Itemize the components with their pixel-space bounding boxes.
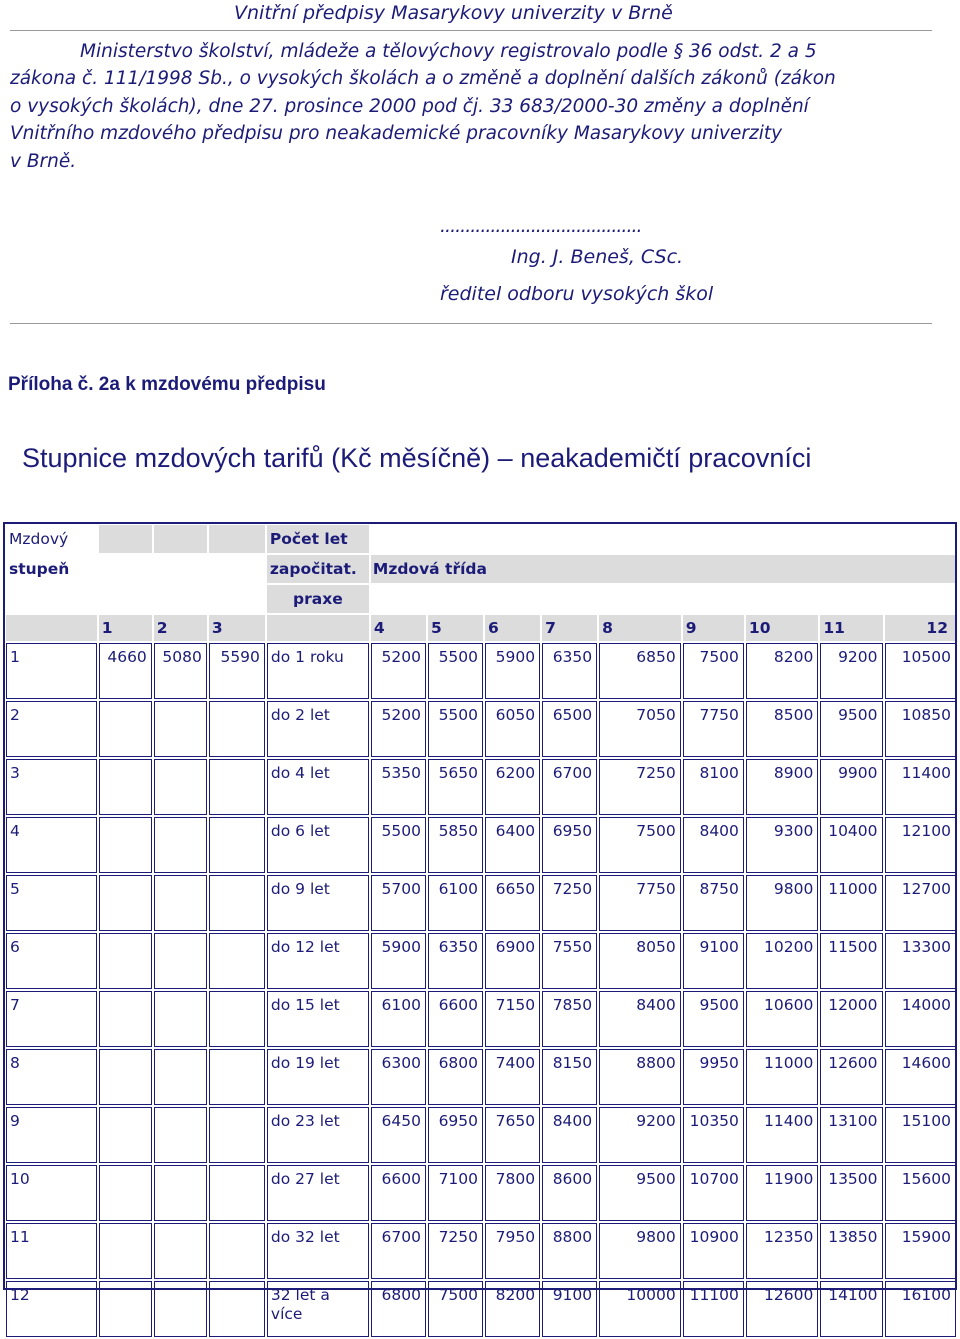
table-title: Stupnice mzdových tarifů (Kč měsíčně) – neakademičtí pracovníci <box>22 443 812 473</box>
tariff-cell: 10400 <box>820 817 882 873</box>
years-header: Počet let <box>267 525 369 553</box>
tariff-cell: 12350 <box>746 1223 818 1279</box>
tariff-cell: 6100 <box>428 875 483 931</box>
tariff-cell: 6950 <box>428 1107 483 1163</box>
tariff-cell: 6950 <box>542 817 597 873</box>
tariff-cell: 11000 <box>820 875 882 931</box>
tariff-cell <box>209 1281 265 1337</box>
years-cell: do 2 let <box>267 701 369 757</box>
tariff-cell: 14000 <box>885 991 956 1047</box>
tariff-cell: 12100 <box>885 817 956 873</box>
tariff-cell: 7750 <box>683 701 744 757</box>
tariff-cell: 6400 <box>485 817 540 873</box>
tariff-cell: 7250 <box>599 759 681 815</box>
class-number: 11 <box>820 615 882 641</box>
signature-line: ........................................ <box>440 215 642 237</box>
tariff-cell <box>209 701 265 757</box>
grade-cell: 6 <box>6 933 97 989</box>
tariff-cell: 6900 <box>485 933 540 989</box>
tariff-cell: 15100 <box>885 1107 956 1163</box>
tariff-cell: 8800 <box>542 1223 597 1279</box>
tariff-cell: 6650 <box>485 875 540 931</box>
tariff-cell: 7250 <box>542 875 597 931</box>
tariff-cell: 6600 <box>428 991 483 1047</box>
grade-cell: 9 <box>6 1107 97 1163</box>
tariff-cell: 8150 <box>542 1049 597 1105</box>
tariff-cell <box>99 991 152 1047</box>
tariff-cell: 9500 <box>599 1165 681 1221</box>
tariff-cell: 7850 <box>542 991 597 1047</box>
tariff-cell: 5700 <box>371 875 426 931</box>
tariff-cell <box>209 1049 265 1105</box>
tariff-cell: 12000 <box>820 991 882 1047</box>
grade-cell: 1 <box>6 643 97 699</box>
years-cell: do 1 roku <box>267 643 369 699</box>
tariff-cell <box>154 1165 207 1221</box>
tariff-cell: 7500 <box>599 817 681 873</box>
class-number: 10 <box>746 615 818 641</box>
table-row <box>6 991 956 1047</box>
tariff-cell: 5900 <box>371 933 426 989</box>
tariff-cell <box>99 701 152 757</box>
tariff-cell: 15900 <box>885 1223 956 1279</box>
registration-paragraph <box>10 38 930 175</box>
tariff-cell: 11100 <box>683 1281 744 1337</box>
tariff-cell: 6300 <box>371 1049 426 1105</box>
tariff-cell: 6350 <box>542 643 597 699</box>
tariff-cell <box>99 933 152 989</box>
tariff-cell: 8600 <box>542 1165 597 1221</box>
paragraph-line: o vysokých školách), dne 27. prosince 2000 pod čj. 33 683/2000-30 změny a doplnění <box>10 95 809 117</box>
class-number: 1 <box>99 615 152 641</box>
grade-cell: 11 <box>6 1223 97 1279</box>
class-number: 6 <box>485 615 540 641</box>
tariff-cell: 6450 <box>371 1107 426 1163</box>
tariff-cell: 7100 <box>428 1165 483 1221</box>
grade-cell: 4 <box>6 817 97 873</box>
tariff-cell: 5850 <box>428 817 483 873</box>
class-number: 8 <box>599 615 681 641</box>
years-cell: do 4 let <box>267 759 369 815</box>
table-row <box>6 701 956 757</box>
class-number-blank <box>6 615 97 641</box>
tariff-cell <box>154 1107 207 1163</box>
tariff-cell: 5900 <box>485 643 540 699</box>
tariff-cell: 12600 <box>820 1049 882 1105</box>
paragraph-line: zákona č. 111/1998 Sb., o vysokých školách a o změně a doplnění dalších zákonů (zákon <box>10 68 836 90</box>
tariff-cell: 7800 <box>485 1165 540 1221</box>
tariff-cell: 5200 <box>371 643 426 699</box>
header-spacer <box>99 555 265 583</box>
tariff-cell <box>99 1107 152 1163</box>
tariff-cell: 6100 <box>371 991 426 1047</box>
tariff-cell: 11900 <box>746 1165 818 1221</box>
tariff-cell: 8100 <box>683 759 744 815</box>
class-number: 9 <box>683 615 744 641</box>
class-number: 7 <box>542 615 597 641</box>
class-header: Mzdová třída <box>371 555 956 583</box>
tariff-cell <box>99 1165 152 1221</box>
tariff-cell <box>209 875 265 931</box>
tariff-cell: 5500 <box>428 643 483 699</box>
tariff-cell <box>209 817 265 873</box>
years-cell: do 15 let <box>267 991 369 1047</box>
grade-header-line2: stupeň <box>9 560 70 578</box>
years-cell: do 19 let <box>267 1049 369 1105</box>
tariff-cell: 8200 <box>746 643 818 699</box>
paragraph-line: v Brně. <box>10 150 77 172</box>
tariff-cell: 8400 <box>683 817 744 873</box>
table-row <box>6 759 956 815</box>
tariff-cell <box>154 875 207 931</box>
tariff-cell: 8900 <box>746 759 818 815</box>
tariff-cell <box>209 759 265 815</box>
paragraph-line: Ministerstvo školství, mládeže a tělovýchovy registrovalo podle § 36 odst. 2 a 5 <box>80 41 817 62</box>
tariff-cell: 10000 <box>599 1281 681 1337</box>
class-number: 4 <box>371 615 426 641</box>
tariff-cell <box>154 817 207 873</box>
tariff-cell: 6800 <box>428 1049 483 1105</box>
tariff-cell: 9500 <box>820 701 882 757</box>
section-divider <box>10 323 932 324</box>
tariff-cell: 5500 <box>428 701 483 757</box>
grade-cell: 12 <box>6 1281 97 1337</box>
table-row <box>6 1281 956 1337</box>
tariff-cell: 5350 <box>371 759 426 815</box>
tariff-cell: 9300 <box>746 817 818 873</box>
tariff-cell <box>99 759 152 815</box>
annex-label: Příloha č. 2a k mzdovému předpisu <box>8 374 326 395</box>
tariff-cell: 7750 <box>599 875 681 931</box>
table-row <box>6 933 956 989</box>
tariff-cell <box>154 1281 207 1337</box>
document-header-title: Vnitřní předpisy Masarykovy univerzity v Brně <box>234 2 673 24</box>
tariff-cell <box>99 1223 152 1279</box>
tariff-cell <box>154 1223 207 1279</box>
tariff-cell: 6600 <box>371 1165 426 1221</box>
tariff-cell: 13300 <box>885 933 956 989</box>
tariff-cell <box>154 701 207 757</box>
tariff-cell: 10700 <box>683 1165 744 1221</box>
signatory-name: Ing. J. Beneš, CSc. <box>511 246 684 268</box>
tariff-cell <box>154 759 207 815</box>
tariff-cell: 11500 <box>820 933 882 989</box>
tariff-cell: 7250 <box>428 1223 483 1279</box>
class-number: 12 <box>885 615 956 641</box>
header-spacer <box>371 525 956 553</box>
years-cell: do 23 let <box>267 1107 369 1163</box>
tariff-cell <box>99 1281 152 1337</box>
tariff-cell <box>209 1107 265 1163</box>
tariff-cell: 16100 <box>885 1281 956 1337</box>
grade-cell: 3 <box>6 759 97 815</box>
table-row <box>6 643 956 699</box>
tariff-cell: 11400 <box>746 1107 818 1163</box>
tariff-cell: 15600 <box>885 1165 956 1221</box>
tariff-cell <box>154 1049 207 1105</box>
tariff-cell <box>99 817 152 873</box>
tariff-cell <box>209 933 265 989</box>
grade-cell: 10 <box>6 1165 97 1221</box>
tariff-cell: 7550 <box>542 933 597 989</box>
tariff-cell: 13850 <box>820 1223 882 1279</box>
tariff-cell: 13500 <box>820 1165 882 1221</box>
tariff-cell: 13100 <box>820 1107 882 1163</box>
tariff-cell: 5080 <box>154 643 207 699</box>
grade-cell: 8 <box>6 1049 97 1105</box>
table-row <box>6 1165 956 1221</box>
tariff-cell: 6800 <box>371 1281 426 1337</box>
class-number: 2 <box>154 615 207 641</box>
tariff-cell: 10600 <box>746 991 818 1047</box>
tariff-cell: 8800 <box>599 1049 681 1105</box>
tariff-cell <box>154 933 207 989</box>
years-header-line3: praxe <box>267 585 369 613</box>
tariff-cell: 9500 <box>683 991 744 1047</box>
tariff-cell: 7500 <box>428 1281 483 1337</box>
tariff-cell: 10200 <box>746 933 818 989</box>
tariff-cell: 7400 <box>485 1049 540 1105</box>
tariff-cell: 11000 <box>746 1049 818 1105</box>
tariff-cell: 14100 <box>820 1281 882 1337</box>
header-spacer <box>6 585 265 613</box>
grade-cell: 2 <box>6 701 97 757</box>
tariff-cell: 14600 <box>885 1049 956 1105</box>
tariff-cell: 10900 <box>683 1223 744 1279</box>
years-cell: do 6 let <box>267 817 369 873</box>
tariff-cell: 8500 <box>746 701 818 757</box>
tariff-cell <box>99 1049 152 1105</box>
grade-cell: 7 <box>6 991 97 1047</box>
table-row <box>6 1107 956 1163</box>
tariff-cell: 8200 <box>485 1281 540 1337</box>
tariff-cell: 5200 <box>371 701 426 757</box>
years-cell: do 12 let <box>267 933 369 989</box>
tariff-cell: 9800 <box>599 1223 681 1279</box>
grade-cell: 5 <box>6 875 97 931</box>
tariff-cell: 5500 <box>371 817 426 873</box>
table-row <box>6 1223 956 1279</box>
tariff-cell: 7050 <box>599 701 681 757</box>
tariff-cell <box>209 1165 265 1221</box>
years-cell: do 9 let <box>267 875 369 931</box>
tariff-cell: 8050 <box>599 933 681 989</box>
years-cell: do 32 let <box>267 1223 369 1279</box>
tariff-cell: 8400 <box>599 991 681 1047</box>
header-blank-cell <box>209 525 265 553</box>
years-cell: 32 let a více <box>267 1281 369 1337</box>
tariff-cell: 9200 <box>820 643 882 699</box>
tariff-cell: 9800 <box>746 875 818 931</box>
tariff-cell: 4660 <box>99 643 152 699</box>
table-row <box>6 1049 956 1105</box>
tariff-cell: 6700 <box>542 759 597 815</box>
header-spacer <box>371 585 956 613</box>
tariff-cell: 12700 <box>885 875 956 931</box>
years-header-line2: započitat. <box>267 555 369 583</box>
tariff-cell <box>209 991 265 1047</box>
class-number: 3 <box>209 615 265 641</box>
class-number-blank <box>267 615 369 641</box>
header-blank-cell <box>99 525 152 553</box>
tariff-cell: 5650 <box>428 759 483 815</box>
table-row <box>6 875 956 931</box>
years-cell: do 27 let <box>267 1165 369 1221</box>
class-number: 5 <box>428 615 483 641</box>
grade-header: Mzdový <box>9 530 69 548</box>
tariff-cell: 9950 <box>683 1049 744 1105</box>
tariff-cell: 8400 <box>542 1107 597 1163</box>
paragraph-line: Vnitřního mzdového předpisu pro neakademické pracovníky Masarykovy univerzity <box>10 123 783 145</box>
tariff-cell: 6850 <box>599 643 681 699</box>
tariff-cell: 9900 <box>820 759 882 815</box>
tariff-cell: 6500 <box>542 701 597 757</box>
header-blank-cell <box>154 525 207 553</box>
tariff-cell: 9100 <box>542 1281 597 1337</box>
tariff-cell: 7150 <box>485 991 540 1047</box>
tariff-cell: 10350 <box>683 1107 744 1163</box>
tariff-cell: 8750 <box>683 875 744 931</box>
tariff-cell <box>209 1223 265 1279</box>
tariff-cell: 5590 <box>209 643 265 699</box>
tariff-cell: 6050 <box>485 701 540 757</box>
signatory-role: ředitel odboru vysokých škol <box>440 283 714 305</box>
tariff-cell: 7650 <box>485 1107 540 1163</box>
tariff-cell: 11400 <box>885 759 956 815</box>
tariff-cell: 9100 <box>683 933 744 989</box>
tariff-cell: 12600 <box>746 1281 818 1337</box>
tariff-cell <box>154 991 207 1047</box>
tariff-cell: 6200 <box>485 759 540 815</box>
salary-table <box>4 523 958 1339</box>
tariff-cell: 6700 <box>371 1223 426 1279</box>
tariff-cell <box>99 875 152 931</box>
tariff-cell: 9200 <box>599 1107 681 1163</box>
tariff-cell: 7500 <box>683 643 744 699</box>
header-divider <box>10 30 932 31</box>
tariff-cell: 7950 <box>485 1223 540 1279</box>
tariff-cell: 6350 <box>428 933 483 989</box>
table-row <box>6 817 956 873</box>
tariff-cell: 10500 <box>885 643 956 699</box>
tariff-cell: 10850 <box>885 701 956 757</box>
